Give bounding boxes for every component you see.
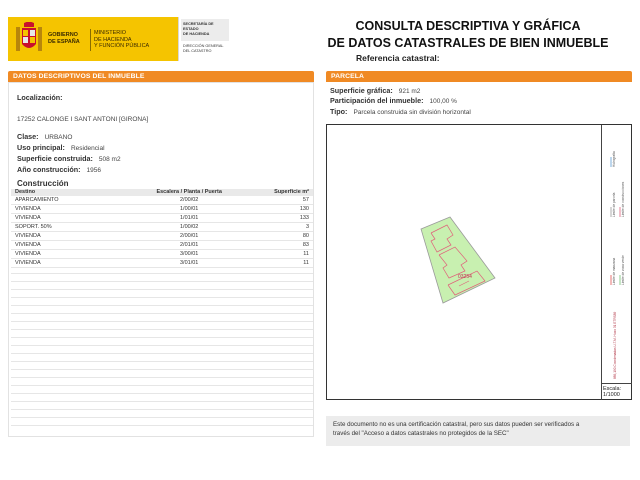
cadastral-map — [326, 124, 632, 400]
cell-escalera: 2/00/02 — [144, 196, 235, 205]
clase-value: URBANO — [44, 134, 73, 141]
legend-hidrografia: Hidrografía — [612, 151, 616, 167]
government-logo — [8, 17, 178, 61]
clase-row: Clase: URBANO — [17, 132, 73, 141]
col-destino: Destino — [11, 189, 144, 196]
anio-row: Año construcción: 1956 — [17, 165, 101, 174]
cell-escalera: 1/00/02 — [144, 223, 235, 232]
localizacion-value: 17252 CALONGE I SANT ANTONI [GIRONA] — [17, 116, 149, 123]
page-title: CONSULTA DESCRIPTIVA Y GRÁFICA DE DATOS CATASTRALES DE BIEN INMUEBLE — [327, 19, 609, 50]
table-row — [11, 196, 313, 205]
cell-destino: SOPORT. 50% — [11, 223, 144, 232]
table-row — [11, 250, 313, 259]
tipo-row: Tipo: Parcela construida sin división horizontal — [330, 107, 471, 116]
secretaria-block — [178, 17, 230, 61]
cell-superficie: 11 — [234, 259, 313, 268]
cell-escalera: 1/00/01 — [144, 205, 235, 214]
legend-parcela: Límite de parcela — [612, 192, 616, 217]
disclaimer-note: Este documento no es una certificación catastral, pero sus datos pueden ser verificados a través del "Acceso a datos catastrales no protegidos de la SEC" — [326, 416, 630, 446]
parcel-drawing — [327, 125, 601, 399]
cell-destino: VIVIENDA — [11, 214, 144, 223]
cell-destino: VIVIENDA — [11, 232, 144, 241]
secretaria-text: SECRETARÍA DE ESTADO DE HACIENDA — [181, 19, 229, 41]
cell-escalera: 3/00/01 — [144, 250, 235, 259]
cell-destino: VIVIENDA — [11, 250, 144, 259]
scale-label: Escala: — [603, 386, 622, 392]
referencia-catastral-label: Referencia catastral: — [356, 53, 440, 63]
legend-manzana: Límite de manzana — [612, 257, 616, 285]
utm-coordinates: 889,190 Coordenadas U.T.M. Huso 31 ETRS89 — [613, 311, 617, 379]
superficie-row: Superficie construida: 508 m2 — [17, 154, 121, 163]
cell-destino: VIVIENDA — [11, 241, 144, 250]
table-row — [11, 223, 313, 232]
cell-escalera: 2/01/01 — [144, 241, 235, 250]
tipo-value: Parcela construida sin división horizontal — [353, 109, 471, 116]
direccion-text: DIRECCIÓN GENERAL DEL CATASTRO — [183, 44, 224, 53]
datos-descriptivos-header: DATOS DESCRIPTIVOS DEL INMUEBLE — [8, 71, 314, 82]
construccion-title: Construcción — [17, 179, 69, 188]
legend-construcciones: Límite de construcciones — [621, 181, 625, 217]
parcel-shape — [421, 217, 495, 303]
cell-escalera: 3/01/01 — [144, 259, 235, 268]
table-header-row — [11, 189, 313, 196]
table-row — [11, 205, 313, 214]
cell-destino: VIVIENDA — [11, 205, 144, 214]
cell-superficie: 57 — [234, 196, 313, 205]
parcela-header: PARCELA — [326, 71, 632, 82]
col-superficie: Superficie m² — [234, 189, 313, 196]
participacion-value: 100,00 % — [429, 98, 457, 105]
cell-superficie: 83 — [234, 241, 313, 250]
localizacion-label: Localización: — [17, 93, 63, 102]
cell-escalera: 1/01/01 — [144, 214, 235, 223]
cell-destino: VIVIENDA — [11, 259, 144, 268]
table-row — [11, 214, 313, 223]
cell-superficie: 133 — [234, 214, 313, 223]
construccion-table — [11, 189, 313, 268]
cell-superficie: 11 — [234, 250, 313, 259]
table-row — [11, 241, 313, 250]
logo-divider — [90, 29, 91, 51]
cell-escalera: 2/00/01 — [144, 232, 235, 241]
table-empty-rows — [11, 266, 313, 431]
uso-value: Residencial — [70, 145, 105, 152]
coat-of-arms-icon — [14, 22, 44, 56]
superficie-grafica-value: 921 m2 — [398, 88, 421, 95]
col-escalera: Escalera / Planta / Puerta — [144, 189, 235, 196]
table-row — [11, 232, 313, 241]
scale-value: 1/1000 — [603, 392, 620, 398]
cell-superficie: 80 — [234, 232, 313, 241]
uso-row: Uso principal: Residencial — [17, 143, 105, 152]
anio-value: 1956 — [86, 167, 101, 174]
cell-destino: APARCAMIENTO — [11, 196, 144, 205]
superficie-grafica-row: Superficie gráfica: 921 m2 — [330, 86, 421, 95]
parcel-number-label: 03254 — [458, 274, 472, 280]
cell-superficie: 130 — [234, 205, 313, 214]
gobierno-text: GOBIERNO DE ESPAÑA — [48, 32, 80, 45]
legend-zona-verde: Límite de zona verde — [621, 255, 625, 285]
participacion-row: Participación del inmueble: 100,00 % — [330, 96, 457, 105]
map-legend — [601, 125, 632, 383]
legend-drawing — [602, 125, 633, 383]
ministerio-text: MINISTERIO DE HACIENDA Y FUNCIÓN PÚBLICA — [94, 30, 150, 49]
cell-superficie: 3 — [234, 223, 313, 232]
superficie-value: 508 m2 — [98, 156, 121, 163]
datos-descriptivos-panel — [8, 82, 314, 437]
scale-box — [601, 383, 632, 400]
